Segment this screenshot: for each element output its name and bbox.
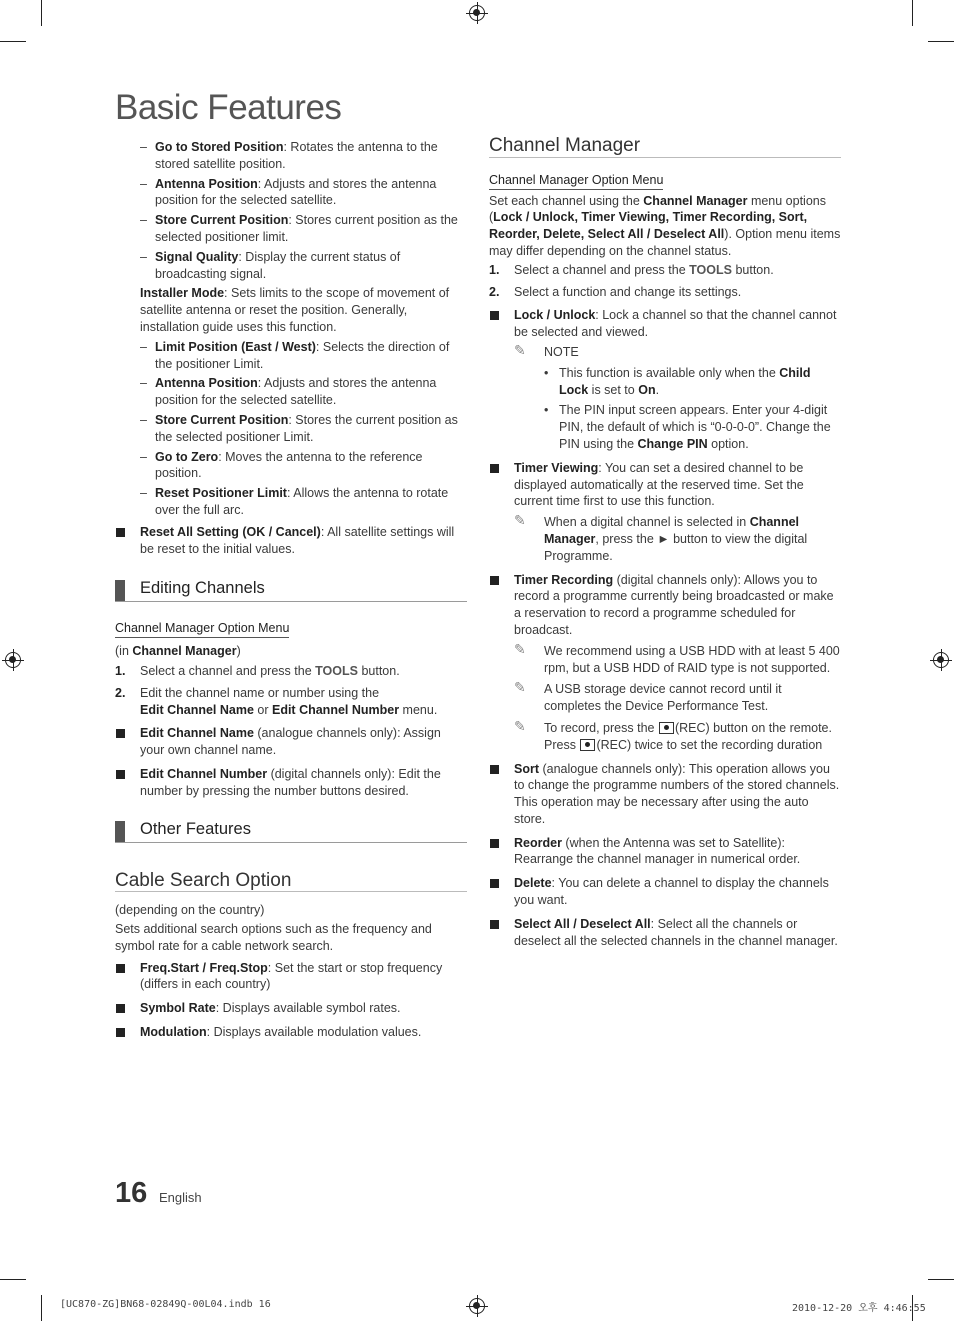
step-item: 2. Edit the channel name or number using the Edit Channel Name or Edit Channel Number menu. — [115, 685, 438, 717]
page-language: English — [159, 1190, 202, 1205]
list-item: – Reset Positioner Limit: Allows the antenna to rotate over the full arc. — [115, 485, 467, 519]
pencil-icon: ✎ — [514, 717, 526, 734]
crop-mark — [41, 1295, 42, 1321]
list-item: Edit Channel Number (digital channels only): Edit the number by pressing the number buttons desired. — [115, 766, 467, 800]
crop-mark — [41, 0, 42, 26]
registration-mark-icon — [933, 652, 949, 668]
editing-channels-heading — [115, 579, 467, 602]
note-bullet: • This function is available only when the Child Lock is set to On. — [544, 365, 841, 399]
cable-search-desc: Sets additional search options such as the frequency and symbol rate for a cable network search. — [115, 922, 432, 953]
heading-bar — [115, 580, 125, 601]
footer-file-info: [UC870-ZG]BN68-02849Q-00L04.indb 16 — [60, 1299, 271, 1310]
list-item: Delete: You can delete a channel to display the channels you want. — [489, 875, 841, 909]
list-item: – Antenna Position: Adjusts and stores the antenna position for the selected satellite. — [115, 375, 467, 409]
installer-mode-text: Installer Mode: Sets limits to the scope of movement of satellite antenna or reset the position. Generally, installation guide uses this function. — [140, 286, 450, 334]
list-item: Modulation: Displays available modulation values. — [115, 1024, 467, 1041]
list-item: Freq.Start / Freq.Stop: Set the start or stop frequency (differs in each country) — [115, 960, 467, 994]
pencil-icon: ✎ — [514, 640, 526, 657]
note-item: ✎ We recommend using a USB HDD with at least 5 400 rpm, but a USB HDD of RAID type is not supported. — [514, 640, 840, 675]
crop-mark — [0, 41, 26, 42]
channel-manager-heading: Channel Manager — [489, 138, 841, 158]
list-item: Edit Channel Name (analogue channels only): Assign your own channel name. — [115, 725, 467, 759]
list-item: – Go to Stored Position: Rotates the antenna to the stored satellite position. — [115, 139, 467, 173]
other-features-heading — [115, 820, 467, 843]
registration-mark-icon — [469, 5, 485, 21]
pencil-icon: ✎ — [514, 512, 526, 529]
sub-heading: Channel Manager Option Menu — [115, 620, 289, 638]
list-item: Select All / Deselect All: Select all the channels or deselect all the selected channels in the channel manager. — [489, 916, 841, 950]
crop-mark — [0, 1279, 26, 1280]
cable-search-note: (depending on the country) — [115, 903, 265, 918]
pencil-icon: ✎ — [514, 341, 526, 358]
footer-timestamp: 2010-12-20 오후 4:46:55 — [792, 1303, 926, 1314]
list-item: Sort (analogue channels only): This operation allows you to change the programme numbers of the stored channels. This operation may be necessary after using the auto store. — [489, 761, 841, 828]
rec-button-icon — [580, 739, 595, 751]
heading-text: Editing Channels — [140, 579, 265, 598]
left-column — [115, 139, 467, 1048]
step-item: 1. Select a channel and press the TOOLS button. — [115, 663, 400, 678]
list-item: – Store Current Position: Stores the current position as the selected positioner Limit. — [115, 412, 467, 446]
list-item: – Store Current Position: Stores current position as the selected positioner limit. — [115, 212, 467, 246]
note-header: ✎ NOTE — [514, 341, 579, 359]
list-item: Reset All Setting (OK / Cancel): All satellite settings will be reset to the initial values. — [115, 524, 467, 558]
list-item: – Signal Quality: Display the current status of broadcasting signal. — [115, 249, 467, 283]
list-item: – Limit Position (East / West): Selects the direction of the positioner Limit. — [115, 339, 467, 373]
list-item: Reorder (when the Antenna was set to Satellite): Rearrange the channel manager in numerical order. — [489, 835, 841, 869]
list-item: – Go to Zero: Moves the antenna to the reference position. — [115, 449, 467, 483]
page-number: 16 — [115, 1177, 148, 1209]
heading-bar — [115, 821, 125, 842]
note-item: ✎ A USB storage device cannot record until it completes the Device Performance Test. — [514, 679, 782, 714]
list-item: – Antenna Position: Adjusts and stores the antenna position for the selected satellite. — [115, 176, 467, 210]
context-text: (in Channel Manager) — [115, 644, 241, 659]
crop-mark — [928, 41, 954, 42]
note-item: ✎ To record, press the (REC) button on the remote. Press (REC) twice to set the recording duration — [514, 717, 832, 752]
note-bullet: • The PIN input screen appears. Enter your 4-digit PIN, the default of which is “0-0-0-0”. Change the PIN using the Change PIN option. — [544, 402, 841, 452]
heading-text: Other Features — [140, 819, 251, 838]
step-item: 1. Select a channel and press the TOOLS button. — [489, 262, 774, 277]
intro-text: Set each channel using the Channel Manager menu options (Lock / Unlock, Timer Viewing, Timer Recording, Sort, Reorder, Delete, Select All / Deselect All). Option menu items may differ depending on the channel status. — [489, 193, 841, 258]
list-item: Timer Viewing: You can set a desired channel to be displayed automatically at the reserved time. Set the current time first to use this function. — [489, 460, 841, 510]
crop-mark — [928, 1279, 954, 1280]
pencil-icon: ✎ — [514, 679, 526, 696]
cable-search-heading: Cable Search Option — [115, 873, 467, 893]
list-item: Lock / Unlock: Lock a channel so that the channel cannot be selected and viewed. — [489, 307, 841, 341]
page-title: Basic Features — [115, 88, 342, 127]
note-item: ✎ When a digital channel is selected in Channel Manager, press the ► button to view the digital Programme. — [514, 512, 808, 563]
crop-mark — [912, 0, 913, 26]
list-item: Symbol Rate: Displays available symbol rates. — [115, 1000, 467, 1017]
registration-mark-icon — [5, 652, 21, 668]
list-item: Timer Recording (digital channels only): Allows you to record a programme currently being broadcasted or make a reservation to record a programme scheduled for broadcast. — [489, 572, 841, 639]
rec-button-icon — [659, 722, 674, 734]
registration-mark-icon — [469, 1298, 485, 1314]
sub-heading: Channel Manager Option Menu — [489, 172, 663, 190]
right-column — [489, 135, 841, 956]
step-item: 2. Select a function and change its settings. — [489, 284, 742, 299]
